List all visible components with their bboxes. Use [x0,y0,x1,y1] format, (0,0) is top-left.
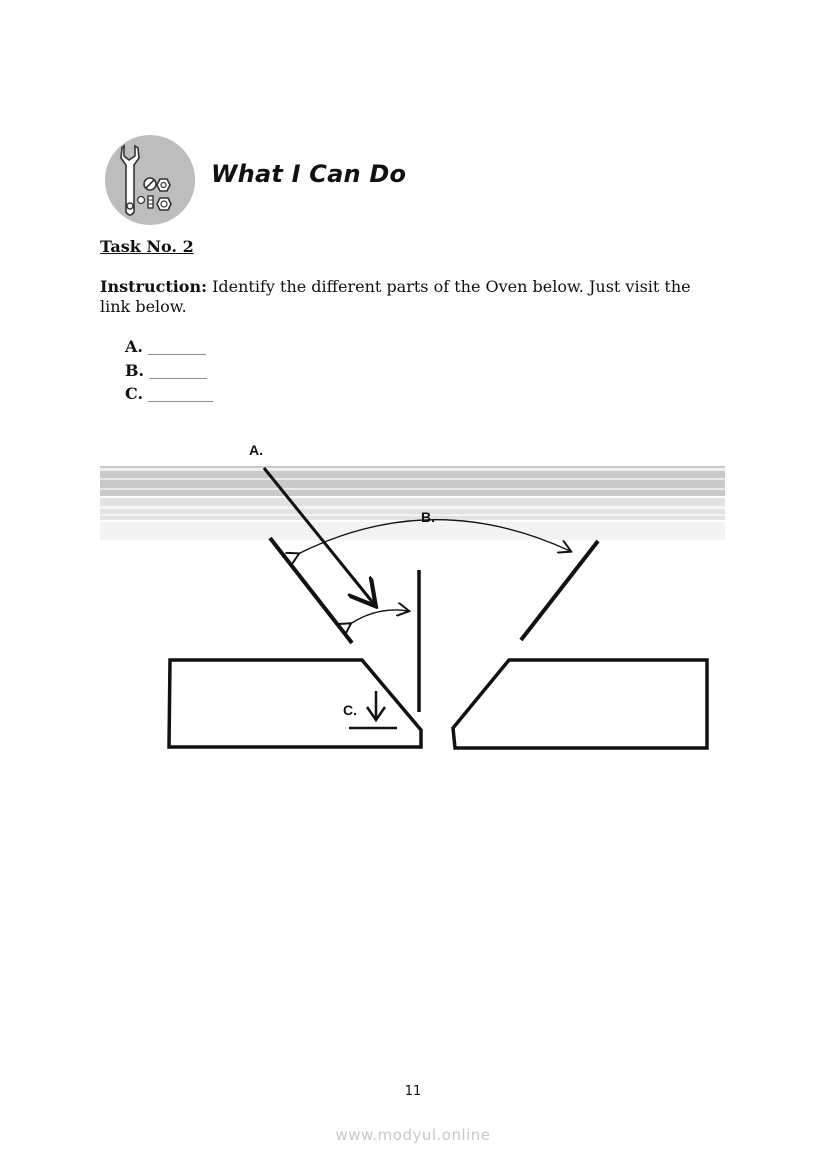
page-number: 11 [404,1084,422,1099]
answer-letter: C. [125,384,144,403]
instruction-text: Identify the different parts of the Oven below. Just visit the link below. [100,277,691,316]
wrench-and-bolts-icon [104,134,196,226]
small-arc [350,610,408,624]
diagram-label-b: B. [421,509,435,525]
left-top-slant [270,538,352,643]
right-top-slant [521,541,598,640]
answer-blank: ________ [148,341,206,355]
section-title: What I Can Do [211,160,407,188]
oven-parts-diagram [0,430,826,770]
answer-blank: ________ [149,364,207,379]
answer-list [125,336,213,407]
instruction [100,277,710,317]
diagram-label-c: C. [343,702,357,718]
task-number: Task No. 2 [100,237,194,256]
answer-item [125,336,213,360]
answer-letter: B. [125,360,145,380]
watermark: www.modyul.online [335,1126,491,1144]
answer-item [125,383,213,407]
answer-blank: _________ [148,388,214,402]
scan-noise-band [100,466,725,540]
answer-item [125,360,213,384]
left-block [169,660,421,747]
answer-letter: A. [125,337,143,356]
right-block [453,660,707,748]
diagram-label-a: A. [249,442,263,458]
instruction-label: Instruction: [100,277,207,296]
